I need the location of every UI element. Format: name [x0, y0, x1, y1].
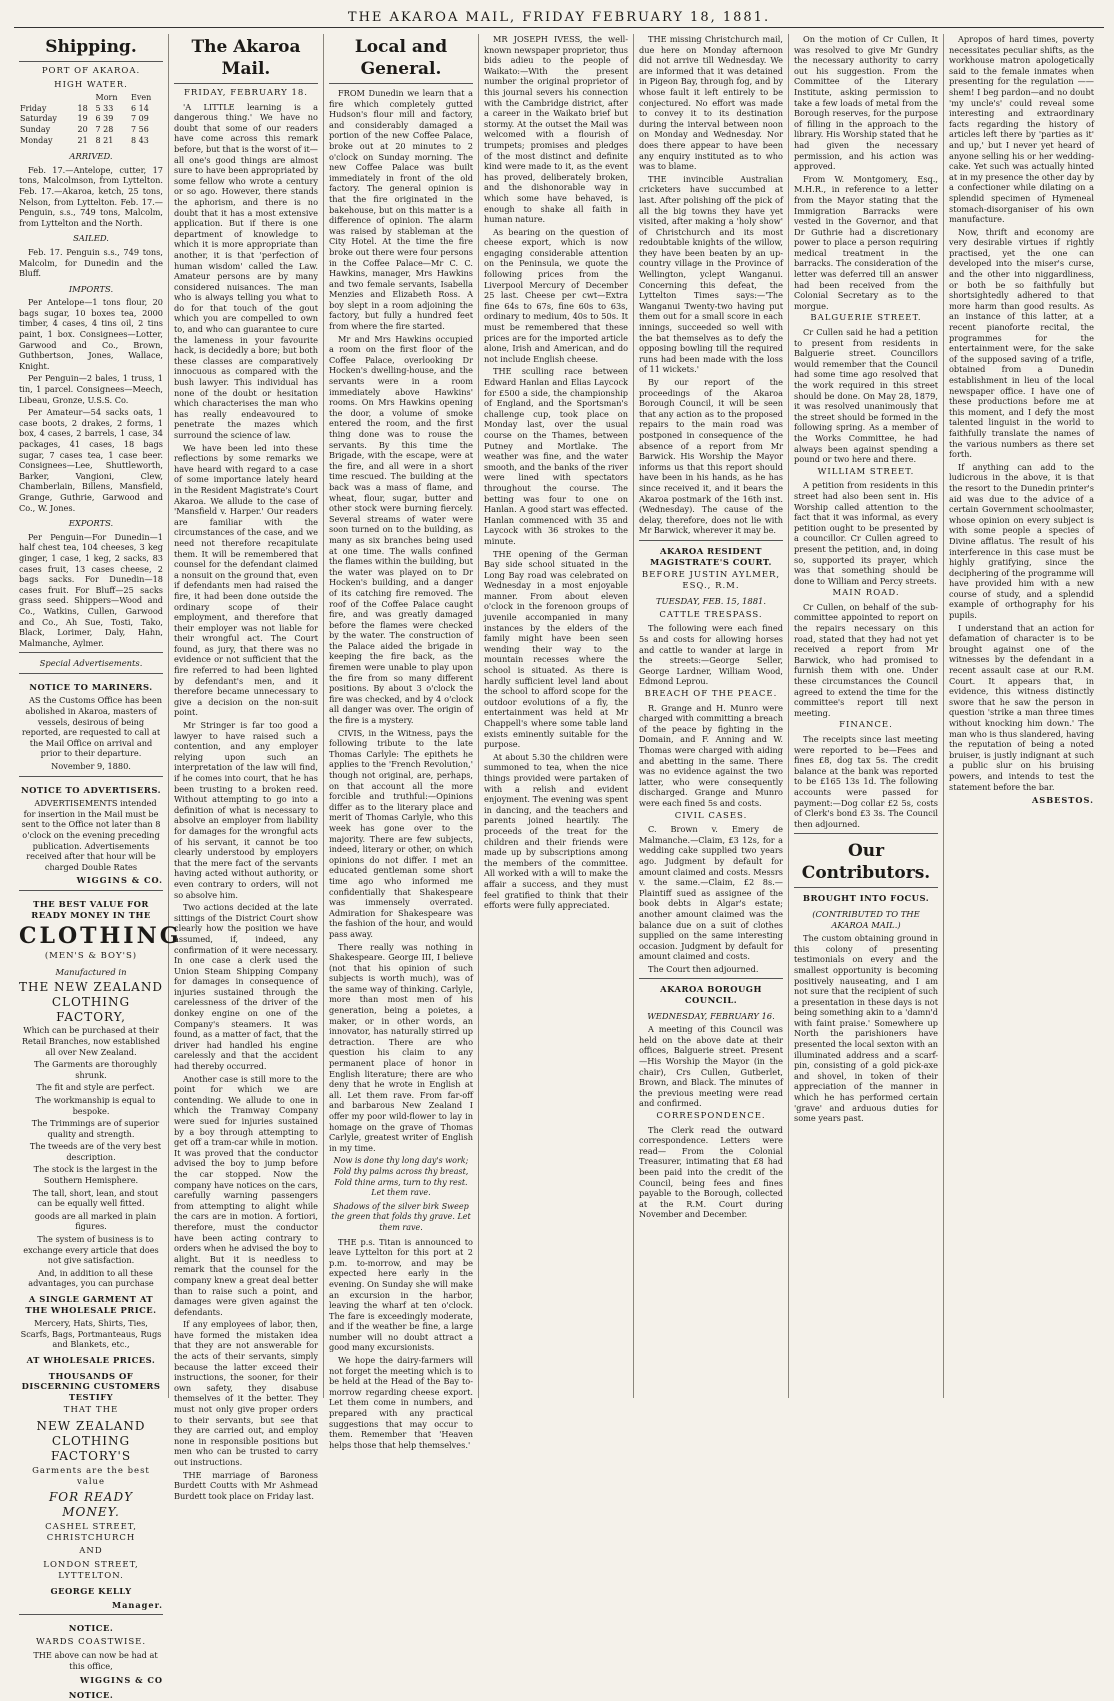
newspaper-page: [14, 8, 1104, 1701]
divider: [639, 540, 783, 541]
tide-cell: 8 43: [131, 135, 149, 145]
clothing-made: Manufactured in: [55, 966, 127, 977]
civil-title: CIVIL CASES.: [674, 810, 748, 821]
news-paragraph: As bearing on the question of cheese export, which is now engaging considerable attention on the Peninsula, we quote the following prices from the Liverpool Mercury of December 25 last. Cheese per cwt—Extra fine 64s to 67s, fine 60s to 63s, ordinary to medium, 40s to 50s. It must be remembered that these prices are for the imported article alone, Irish and American, and do not include English cheese.: [484, 226, 628, 364]
news-paragraph: At about 5.30 the children were summoned to tea, when the nice things provided were partaken of with a relish and evident enjoyment. The evening was spent in dancing, and the teachers and parents joined heartily. The proceeds of the treat for the children and their friends were made up by subscriptions among the members of the committee. All worked with a will to make the affair a success, and they must feel gratified to think that their efforts were fully appreciated.: [484, 751, 628, 911]
main-road-title: MAIN ROAD.: [832, 588, 900, 599]
advertisers-title: NOTICE TO ADVERTISERS.: [20, 784, 162, 795]
mariners-date: November 9, 1880.: [51, 761, 131, 772]
port-title: PORT OF AKAROA.: [41, 66, 141, 76]
tide-cell: Monday: [20, 135, 53, 145]
clothing-that: THAT THE: [63, 1405, 119, 1416]
news-paragraph: THE invincible Australian cricketers have succumbed at last. After polishing off the pick of all the big towns they have yet visited, after making a 'holy show' of Christchurch and its most redoubtable knights of the willow, they have been beaten by an up-country village in the Province of Wellington, yclept Wanganui. Concerning this defeat, the Lyttelton Times says:—'The Wanganui Twenty-two having put them out for a small score in each innings, succeeded so well with the bat themselves as to defy the opposing bowling till the required runs had been made with the loss of 11 wickets.': [639, 173, 783, 375]
clothing-point: And, in addition to all these advantages, you can purchase: [28, 1267, 154, 1289]
council-paragraph: The receipts since last meeting were reported to be—Fees and fines £8, dog tax 5s. The credit balance at the bank was reported to be £165 13s 1d. The following accounts were passed for payment:—Dog collar £2 5s, costs of Clerk's bond £3 3s. The Council then adjourned.: [794, 734, 938, 829]
poem-stanza: Now is done thy long day's work; Fold thy palms across thy breast, Fold thine arms, turn to thy rest. Let them rave.: [333, 1156, 469, 1198]
editorial-paragraph: THE marriage of Baroness Burdett Coutts with Mr Ashmead Burdett took place on Friday last.: [174, 1469, 318, 1501]
clothing-point: The Garments are thoroughly shrunk.: [33, 1059, 158, 1080]
council-paragraph: Cr Cullen said he had a petition to present from residents in Balguerie street. Councillors would remember that the Council had some time ago resolved that the work required in this street should be done. On May 28, 1879, it was resolved unanimously that the street should be formed in the following spring. As a member of the Works Committee, he had always been against spending a pound or two here and there.: [794, 327, 938, 465]
editorial-paragraph: Two actions decided at the late sittings of the District Court show clearly how the position we have assumed, if, indeed, any confirmation of it were necessary. In one case a clerk used the Union Steam Shipping Company for damages in consequence of injuries sustained through the carelessness of the driver of the donkey engine on one of the Company's steamers. It was found, as a matter of fact, that the driver had handled his engine carelessly and that the accident had thereby occurred.: [174, 902, 318, 1072]
tide-cell: 5 33: [95, 103, 114, 113]
divider: [794, 833, 938, 834]
contributors-paragraph: Apropos of hard times, poverty necessitates peculiar shifts, as the workhouse matron apologetically said to the female inmates when presenting for the regulation ——shem! I beg pardon—and no doubt 'my uncle's' could reveal some interesting and extraordinary facts regarding the history of articles left there by 'parties as it' and up,' but I never yet heard of anyone selling his or her wedding-cake. Yet such was actually hinted at in my presence the other day by a confectioner while dilating on a splendid specimen of Hymeneal stomach-disorganiser of his own manufacture.: [949, 34, 1094, 225]
tide-row: [19, 104, 163, 115]
news-paragraph: There really was nothing in Shakespeare. George III, I believe (not that his opinion of such subjects is worth much), was of the same way of thinking. Carlyle, more than most men of his generation, being a poietes, a maker, or in other words, an innovator, has naturally stirred up detraction. There are who question his claim to any permanent place of honor in English literature; there are who deny that he wrote in English at all. Let them rave. From far-off and barbarous New Zealand I offer my poor wild-flower to lay in homage on the grave of Thomas Carlyle, greatest writer of English in my time.: [329, 941, 473, 1153]
clothing-thousands: THOUSANDS OF DISCERNING CUSTOMERS TESTIFY: [21, 1370, 161, 1402]
arrived-text: Feb. 17.—Antelope, cutter, 17 tons, Malcolmson, from Lyttelton. Feb. 17.—Akaroa, ketch, 25 tons, Nelson, from Lyttelton. Feb. 17.—Penguin, s.s., 749 tons, Malcolm, from Lyttelton and the North.: [19, 164, 163, 228]
notice-title: NOTICE.: [68, 1623, 114, 1634]
notice-text: THE above can now be had at this office,: [33, 1650, 158, 1672]
clothing-ad: [19, 890, 182, 1610]
imports-text: Per Amateur—54 sacks oats, 1 case boots, 2 drakes, 2 forms, 1 box, 4 cases, 2 barrels, 1 case, 34 packages, 41 cases, 18 bags sugar, 7 cases tea, 1 case beer. Consignees—Lee, Shuttleworth, Barker, Vangioni, Clew, Chamberlain, Billens, Mansfield, Grange, Guthrie, Garwood and Co., W. Jones.: [19, 407, 163, 513]
editorial-paragraph: 'A LITTLE learning is a dangerous thing.' We have no doubt that some of our readers have come across this remark before, but that is the worst of it—all one's good things are almost sure to have been appropriated by some fellow who wrote a century or so ago. However, there stands the aphorism, and there is no doubt that it has a most extensive application. But if there is one department of knowledge to which it is more appropriate than another, it is that 'perfection of human wisdom' called the Law. Amateur persons are by many considered nuisances. The man who is always telling you what to do for that touch of the gout which you are compelled to own to, and who can guarantee to cure the lameness in your favourite hack, is decidedly a bore; but both these classes are comparatively innocuous as compared with the bush lawyer. This individual has none of the doubt or hesitation which characterises the man who has really endeavoured to penetrate the mazes which surround the science of law.: [174, 101, 318, 440]
tide-cell: 6 14: [131, 103, 149, 113]
court-title: AKAROA RESIDENT MAGISTRATE'S COURT.: [650, 545, 772, 567]
column-news-continued: [479, 34, 634, 1398]
contributor-signature: ASBESTOS.: [1031, 795, 1094, 806]
news-paragraph: Mr and Mrs Hawkins occupied a room on the first floor of the Coffee Palace, overlooking Dr Hocken's dwelling-house, and the servants were in a room immediately above Hawkins' rooms. On Mrs Hawkins opening the door, a volume of smoke entered the room, and the first thing done was to rouse the servants. By this time the Brigade, with the escape, were at the fire, and all were in a short time rescued. The building at the back was a mass of flame, and wheat, flour, sugar, butter and other stock were burning fiercely. Several streams of water were soon turned on to the building, as many as six branches being used at one time. The walls confined the flames within the building, but the water was played on to Dr Hocken's building, and a danger of its catching fire removed. The roof of the Coffee Palace caught fire, and was greatly damaged before the flames were checked by the water. The construction of the Palace aided the brigade in keeping the fire back, as the firemen were unable to play upon the fire from so many different positions. By about 3 o'clock the fire was checked, and by 4 o'clock all danger was over. The origin of the fire is a mystery.: [329, 333, 473, 726]
tide-cell: 6 39: [95, 114, 114, 124]
column-council-contributors: [789, 34, 944, 1398]
news-paragraph: We hope the dairy-farmers will not forget the meeting which is to be held at the Head of the Bay to-morrow regarding cheese export. Let them come in numbers, and prepared with any practical suggestions that may occur to them. Remember that 'Heaven helps those that help themselves.': [329, 1355, 473, 1450]
notice-ad: [19, 1614, 163, 1701]
column-editorial: [169, 34, 324, 1501]
tide-cell: 18: [77, 103, 88, 113]
tide-cell: 7 28: [95, 124, 114, 134]
arrived-title: ARRIVED.: [69, 151, 113, 162]
news-paragraph: By our report of the proceedings of the Akaroa Borough Council, it will be seen that any action as to the proposed repairs to the main road was postponed in consequence of the absence of a report from Mr Barwick. His Worship the Mayor informs us that this report should have been in his hands, as he has since received it, and it bears the Akaroa postmark of the 16th inst. (Wednesday). The cause of the delay, therefore, does not lie with Mr Barwick, wherever it may be.: [639, 377, 783, 536]
court-paragraph: C. Brown v. Emery de Malmanche.—Claim, £3 12s, for a wedding cake supplied two years ago. Judgment by default for amount claimed and costs. Messrs v. the same.—Claim, £2 8s.—Plaintiff sued as assignee of the book debts in Algar's estate; another amount claimed was the balance due on a suit of clothes supplied on the same interesting occasion. Judgment by default for amount claimed and costs.: [639, 824, 783, 962]
clothing-manager-title: Manager.: [112, 1599, 163, 1610]
council-paragraph: From W. Montgomery, Esq., M.H.R., in reference to a letter from the Mayor stating that the Immigration Barracks were vested in the Governor, and that Dr Guthrie had a discretionary power to place a person requiring medical treatment in the barracks. The consideration of the letter was deferred till an answer had been received from the Colonial Secretary as to the morgue.: [794, 173, 938, 311]
clothing-factory: THE NEW ZEALAND CLOTHING FACTORY,: [19, 980, 163, 1025]
notice-sub: WARDS COASTWISE.: [35, 1636, 147, 1647]
tide-header-cell: Morn: [95, 93, 118, 103]
news-paragraph: THE missing Christchurch mail, due here on Monday afternoon did not arrive till Wednesday. We are informed that it was detained in Pigeon Bay, through fog, and by whose fault it left entirely to be conjectured. No effort was made to convey it to its destination during the interval between noon on Monday and Wednesday. Nor does there appear to have been any enquiry instituted as to who was to blame.: [639, 34, 783, 172]
column-shipping: [14, 34, 182, 1701]
tide-row: [19, 114, 163, 125]
clothing-and: AND: [79, 1546, 103, 1557]
news-paragraph: CIVIS, in the Witness, pays the following tribute to the late Thomas Carlyle: The epithets he applies to the 'French Revolution,' though not original, are, perhaps, on that account all the more forcible and truthful:—Opinions differ as to the literary place and merit of Thomas Carlyle, who this week has gone over to the majority. There are few subjects, indeed, literary or other, on which opinions do not differ. I met an educated gentleman some short time ago who informed me confidentially that Shakespeare was immensely overrated. Admiration for Shakespeare was the fashion of the hour, and would pass away.: [329, 727, 473, 939]
column-court-council: [634, 34, 789, 1398]
clothing-intro: THE BEST VALUE FOR READY MONEY IN THE: [31, 898, 151, 920]
tide-cell: Sunday: [20, 124, 51, 134]
contributors-heading: Our Contributors.: [794, 838, 938, 888]
mariners-title: NOTICE TO MARINERS.: [29, 681, 153, 692]
tide-header-row: [19, 93, 163, 104]
council-date: WEDNESDAY, FEBRUARY 16.: [647, 1010, 775, 1021]
exports-text: Per Penguin—For Dunedin—1 half chest tea, 104 cheeses, 3 keg ginger, 1 case, 1 keg, 2 sacks, 83 cases fruit, 13 cases cheese, 2 bags sacks. For Dunedin—18 cases fruit. For Bluff—25 sacks grass seed. Shippers—Wood and Co., Watkins, Cullen, Garwood and Co., Ah Sue, Tosti, Tako, Black, Lorimer, Daly, Hahn, Malmanche, Aylmer.: [19, 531, 163, 648]
clothing-cashel: CASHEL STREET, CHRISTCHURCH: [45, 1522, 137, 1543]
william-title: WILLIAM STREET.: [817, 466, 915, 477]
contributors-sub: (CONTRIBUTED TO THE AKAROA MAIL.): [812, 908, 920, 930]
council-paragraph: A meeting of this Council was held on the above date at their offices, Balguerie street. Present—His Worship the Mayor (in the chair), Crs Cullen, Gutberlet, Brown, and Black. The minutes of the previous meeting were read and confirmed.: [639, 1024, 783, 1109]
tide-cell: 7 09: [131, 114, 149, 124]
clothing-title: CLOTHING: [19, 923, 182, 950]
advertisers-ad: [19, 776, 163, 886]
tide-header-cell: [77, 93, 95, 104]
clothing-london: LONDON STREET, LYTTELTON.: [43, 1559, 139, 1581]
special-ads-title: Special Advertisements.: [39, 658, 143, 669]
contributors-title: BROUGHT INTO FOCUS.: [802, 893, 930, 904]
advertisers-text: ADVERTISEMENTS intended for insertion in the Mail must be sent to the Office not later than 8 o'clock on the evening preceding publication. Advertisements received after that hour will be charged Double Rates: [21, 798, 161, 872]
tide-header-cell: Even: [131, 93, 152, 103]
tide-header-cell: [19, 93, 77, 104]
clothing-garments: Garments are the best value: [32, 1465, 150, 1487]
tide-row: [19, 125, 163, 136]
editorial-paragraph: Mr Stringer is far too good a lawyer to have raised such a contention, and any employer relying upon such an interpretation of the law will find, if he comes into court, that he has been trusting to a broken reed. Without attempting to go into a definition of what is necessary to absolve an employer from liability for damages for the wrongful acts of his servant, it cannot be too clearly understood by employers that the mere fact of the servants having acted without authority, or even contrary to orders, will not so absolve him.: [174, 720, 318, 900]
tide-cell: 20: [77, 124, 88, 134]
tide-cell: 21: [77, 135, 88, 145]
clothing-single: A SINGLE GARMENT AT THE WHOLESALE PRICE.: [25, 1294, 157, 1315]
column-local-news: [324, 34, 479, 1450]
finance-title: FINANCE.: [839, 720, 893, 731]
imports-text: Per Penguin—2 bales, 1 truss, 1 tin, 1 parcel. Consignees—Meech, Libeau, Gronze, U.S.S. Co.: [19, 373, 163, 405]
balguerie-title: BALGUERIE STREET.: [810, 313, 922, 324]
news-paragraph: THE opening of the German Bay side school situated in the Long Bay road was celebrated on Wednesday in a most enjoyable manner. From about eleven o'clock in the forenoon groups of juvenile accompanied in many instances by the elders of the family might have been seen wending their way to the mountain recesses where the school is situated. As there is hardly sufficient level land about the school to afford scope for the outdoor evolutions of a fly, the entertainment was held at Mr Chappell's where some table land exists eminently suitable for the purpose.: [484, 548, 628, 750]
council-paragraph: The Clerk read the outward correspondence. Letters were read— From the Colonial Treasurer, intimating that £8 had been paid into the credit of the Council, being fees and fines payable to the Borough, collected at the R.M. Court during November and December.: [639, 1124, 783, 1220]
editorial-paragraph: We have been led into these reflections by some remarks we have heard with regard to a case of some importance lately heard in the Resident Magistrate's Court Akaroa. We allude to the case of 'Mansfield v. Harper.' Our readers are familiar with the circumstances of the case, and we need not therefore recapitulate them. It will be remembered that counsel for the defendant claimed a nonsuit on the ground that, even if defendants men had raised the fire, it had been done outside the ordinary scope of their employment, and therefore that their employer was not liable for their wrongful act. The Court found, as jury, that there was no evidence or not sufficient that the fire referred to had been lighted by defendant's men, and it therefore became unnecessary to give a decision on the non-suit point.: [174, 442, 318, 718]
court-paragraph: The following were each fined 5s and costs for allowing horses and cattle to wander at large in the streets:—George Seller, George Lardner, William Wood, Edmond Leprou.: [639, 623, 783, 687]
clothing-point: The fit and style are perfect.: [36, 1082, 155, 1093]
clothing-wholesale: AT WHOLESALE PRICES.: [26, 1354, 156, 1365]
court-before: BEFORE JUSTIN AYLMER, ESQ., R.M.: [641, 570, 781, 591]
clothing-sub: (MEN'S & BOY'S): [44, 951, 138, 962]
council-title: AKAROA BOROUGH COUNCIL.: [660, 984, 762, 1006]
mail-heading: The Akaroa Mail.: [174, 34, 318, 84]
tide-cell: 8 21: [95, 135, 114, 145]
tide-cell: 7 56: [131, 124, 149, 134]
notice-signature: WIGGINS & CO: [80, 1674, 163, 1685]
tide-table: [19, 93, 163, 146]
notice-foot: NOTICE.: [68, 1690, 114, 1701]
clothing-manager: GEORGE KELLY: [50, 1586, 132, 1597]
news-paragraph: THE p.s. Titan is announced to leave Lyttelton for this port at 2 p.m. to-morrow, and may be expected here early in the evening. On Sunday she will make an excursion in the harbor, leaving the wharf at ten o'clock. The fare is exceedingly moderate, and if the weather be fine, a large number will no doubt attract a good many excursionists.: [329, 1236, 473, 1353]
mariners-ad: [19, 673, 163, 772]
tide-cell: Friday: [20, 103, 47, 113]
sailed-title: SAILED.: [73, 233, 109, 244]
tide-cell: Saturday: [20, 114, 57, 124]
court-date: TUESDAY, FEB. 15, 1881.: [655, 596, 767, 607]
clothing-ready: FOR READY MONEY.: [48, 1490, 134, 1520]
exports-title: EXPORTS.: [68, 518, 114, 529]
clothing-point: The Trimmings are of superior quality and strength.: [31, 1118, 160, 1139]
council-paragraph: A petition from residents in this street had also been sent in. His Worship called attention to the fact that it was informal, as every petition ought to be presented by a councillor. Cr Cullen agreed to present the petition, and, in doing so, supported its prayer, which was that something should be done to William and Percy streets.: [794, 480, 938, 586]
clothing-nzcf: NEW ZEALAND CLOTHING FACTORY'S: [36, 1418, 146, 1463]
contributors-paragraph: The custom obtaining ground in this colony of presenting testimonials on every and the smallest opportunity is becoming positively nauseating, and I am not sure that the recipient of such a presentation in these days is not being something akin to a 'damn'd with faint praise.' Somewhere up North the parishioners have presented the local sexton with an illuminated address and a scarf-pin, consisting of a gold pick-axe and shovel, in token of their appreciation of the manner in which he has performed certain 'grave' and arduous duties for some years past.: [794, 933, 938, 1124]
clothing-point: The workmanship is equal to bespoke.: [35, 1094, 156, 1116]
clothing-point: The tall, short, lean, and stout can be equally well fitted.: [32, 1187, 159, 1209]
editorial-paragraph: Another case is still more to the point for which we are contending. We allude to one in which the Tramway Company were sued for injuries sustained by a boy through attempting to get off a tram-car while in motion. It was proved that the conductor advised the boy to jump before the car stopped. Now the company have notices on the cars, carefully warning passengers from attempting to alight while the cars are in motion. A fortiori, therefore, must the conductor have been acting contrary to orders when he advised the boy to alight. But it is needless to remark that the counsel for the company knew a great deal better than to raise such a point, and damages were given against the defendants.: [174, 1073, 318, 1317]
clothing-items: Mercery, Hats, Shirts, Ties, Scarfs, Bags, Portmanteaus, Rugs and Blankets, etc.,: [20, 1318, 162, 1350]
contributors-paragraph: Now, thrift and economy are very desirable virtues if rightly practised, yet the one can developed into the miser's curse, and the other into niggardliness, or both be so faithfully but shortsightedly adhered to that more harm than good results. As an instance of this latter, at a recent pianoforte recital, the programmes for the entertainment were, for the sake of the supposed saving of a trifle, obtained from a Dunedin establishment in lieu of the local newspaper office. I have one of these productions before me at this moment, and I defy the most talented linguist in the world to faithfully translate the names of the various numbers as there set forth.: [949, 226, 1094, 460]
columns: [14, 34, 1104, 1701]
contributors-paragraph: I understand that an action for defamation of character is to be brought against one of the witnesses by the defendant in a recent assault case at our R.M. Court. It appears that, in evidence, this witness distinctly swore that he saw the person in question 'strike a man three times without knocking him down.' The man who is thus slandered, having the reputation of being a noted bruiser, is justly indignant at such a public slur on his bruising powers, and intends to test the statement before the bar.: [949, 622, 1094, 792]
council-paragraph: Cr Cullen, on behalf of the sub-committee appointed to report on the repairs necessary on this road, stated that they had not yet received a report from Mr Barwick, who had promised to furnish them with one. Under these circumstances the Council agreed to extend the time for the committee's report till next meeting.: [794, 601, 938, 718]
editorial-date: FRIDAY, FEBRUARY 18.: [184, 88, 308, 98]
clothing-point: The tweeds are of the very best description.: [29, 1141, 162, 1162]
tide-cell: 19: [77, 114, 88, 124]
council-paragraph: On the motion of Cr Cullen, It was resolved to give Mr Gundry the necessary authority to carry out his suggestion. From the Committee of the Literary Institute, asking permission to take a few loads of metal from the Borough reserves, for the purpose of filling in the approach to the library. His Worship stated that he had given the necessary permission, and his action was approved.: [794, 34, 938, 172]
clothing-point: The stock is the largest in the Southern Hemisphere.: [33, 1164, 158, 1186]
clothing-branches: Which can be purchased at their Retail Branches, now established all over New Zealand.: [21, 1025, 161, 1057]
editorial-paragraph: If any employees of labor, then, have formed the mistaken idea that they are not answerable for the acts of their servants, simply because the latter exceed their instructions, the sooner, for their own safety, they disabuse themselves of it the better. They must not only give proper orders to their servants, but see that they are carried out, and employ none in responsible positions but men who can be trusted to carry out instructions.: [174, 1319, 318, 1467]
news-paragraph: FROM Dunedin we learn that a fire which completely gutted Hudson's flour mill and factory, and considerably damaged a portion of the new Coffee Palace, broke out at 20 minutes to 2 o'clock on Sunday morning. The new Coffee Palace was built immediately in front of the old factory. The general opinion is that the fire originated in the bakehouse, but on this matter is a difference of opinion. The alarm was raised by stableman at the City Hotel. At the time the fire broke out there were four persons in the Coffee Palace—Mr C. C. Hawkins, manager, Mrs Hawkins and two female servants, Isabella Menzies and Elizabeth Ross. A boy slept in a room adjoining the factory, but fully a hundred feet from where the fire started.: [329, 88, 473, 332]
sailed-text: Feb. 17. Penguin s.s., 749 tons, Malcolm, for Dunedin and the Bluff.: [19, 246, 163, 279]
tide-row: [19, 136, 163, 147]
court-adjourned: The Court then adjourned.: [648, 963, 759, 974]
high-water-title: HIGH WATER.: [54, 79, 128, 90]
contributors-paragraph: If anything can add to the ludicrous in the above, it is that the resort to the Dunedin printer's aid was due to the advice of a certain Government schoolmaster, whose opinion on every subject is with some people a species of Divine afflatus. The result of his interference in this case must be highly gratifying, since the deciphering of the programme will have provided him with a new course of study, and a splendid example of orthography for his pupils.: [949, 461, 1094, 621]
correspondence-title: CORRESPONDENCE.: [656, 1111, 766, 1121]
cattle-title: CATTLE TRESPASS.: [659, 609, 763, 620]
news-paragraph: THE sculling race between Edward Hanlan and Elias Laycock for £500 a side, the championship of England, and the Sportsman's challenge cup, took place on Monday last, over the usual course on the Thames, between Putney and Mortlake. The weather was fine, and the water smooth, and the banks of the river were lined with spectators throughout the course. The betting was four to one on Hanlan. A good start was effected. Hanlan commenced with 35 and Laycock with 36 strokes to the minute.: [484, 366, 628, 546]
shipping-heading: Shipping.: [19, 34, 163, 62]
poem-stanza: Shadows of the silver birk Sweep the green that folds thy grave. Let them rave.: [331, 1201, 471, 1232]
mariners-text: AS the Customs Office has been abolished in Akaroa, masters of vessels, desirous of being reported, are requested to call at the Mail Office on arrival and prior to their departure.: [21, 695, 162, 759]
advertisers-signature: WIGGINS & CO.: [76, 875, 163, 886]
imports-title: IMPORTS.: [68, 283, 114, 294]
divider: [639, 978, 783, 979]
column-contributors-continued: [944, 34, 1099, 1398]
imports-text: Per Antelope—1 tons flour, 20 bags sugar, 10 boxes tea, 2000 timber, 4 cases, 4 tins oil, 2 tins paint, 1 box. Consignees—Lotter, Garwood and Co., Brown, Guthbertson, Jones, Wallace, Knight.: [19, 297, 163, 371]
court-paragraph: R. Grange and H. Munro were charged with committing a breach of the peace by fighting in the Domain, and F. Anning and W. Thomas were charged with aiding and abetting in the same. There was no evidence against the two latter, who were consequently discharged. Grange and Munro were each fined 5s and costs.: [639, 702, 783, 808]
breach-title: BREACH OF THE PEACE.: [644, 689, 778, 700]
clothing-point: The system of business is to exchange every article that does not give satisfaction.: [23, 1234, 159, 1266]
local-heading: Local and General.: [329, 34, 473, 84]
clothing-point: goods are all marked in plain figures.: [34, 1210, 157, 1232]
masthead: THE AKAROA MAIL, FRIDAY FEBRUARY 18, 1881.: [14, 8, 1104, 28]
divider: [19, 652, 163, 653]
news-paragraph: MR JOSEPH IVESS, the well-known newspaper proprietor, thus bids adieu to the people of Waikato:—With the present number the original proprietor of this journal severs his connection with the Cambridge district, after a career in the Waikato brief but stormy. At the outset the Mail was welcomed with a flourish of trumpets; promises and pledges of the most distinct and definite kind were made to it, as the event has proved, deliberately broken, and the dishonorable way in which some have behaved, is enough to shake all faith in human nature.: [484, 34, 628, 225]
